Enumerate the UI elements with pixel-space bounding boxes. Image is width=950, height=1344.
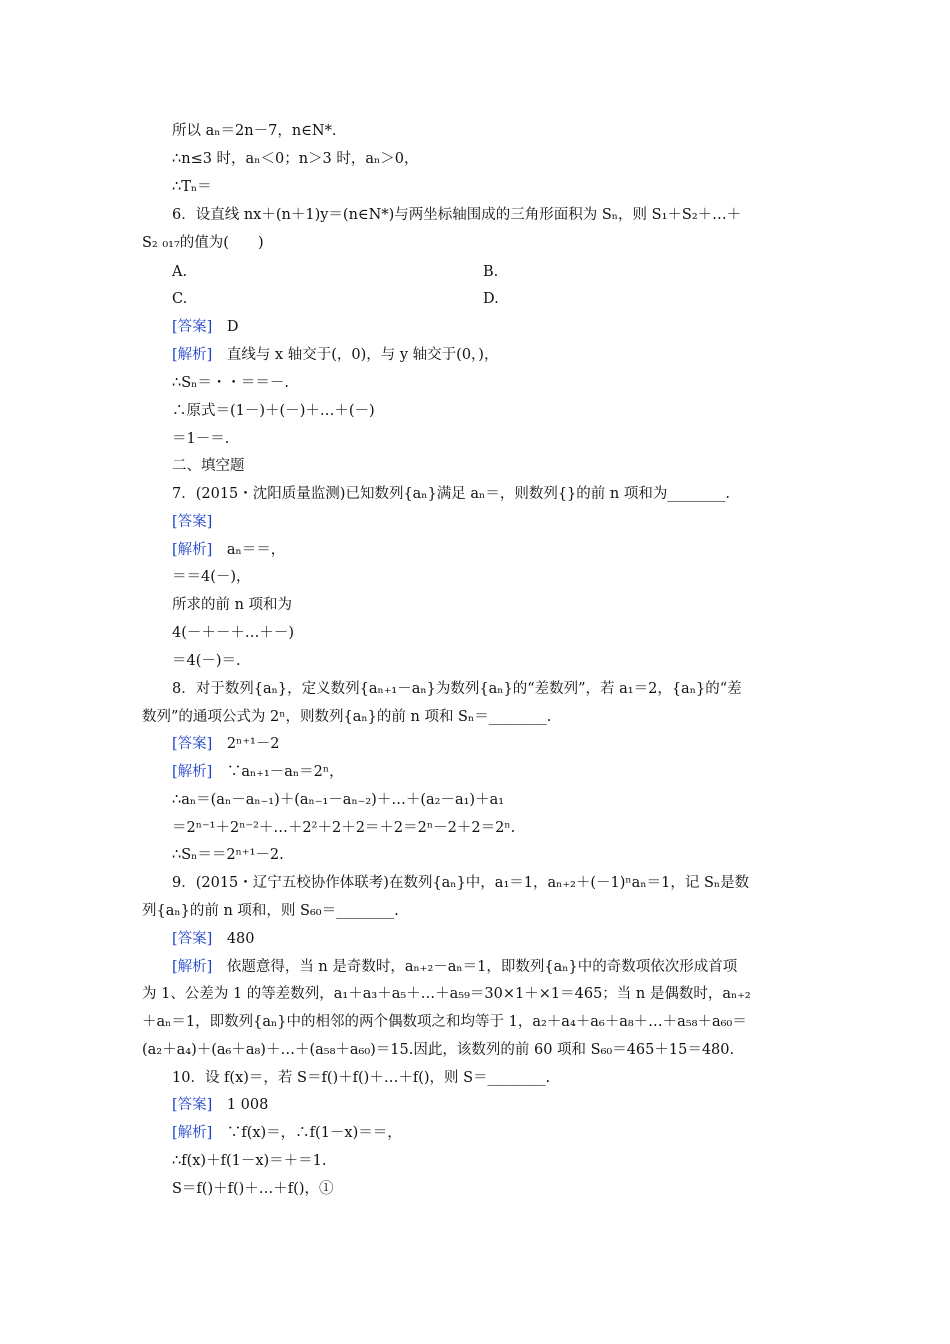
text-line: [0, 651, 950, 671]
text-line: [0, 1123, 950, 1143]
line-text: ∴f(x)＋f(1－x)＝＋＝1.: [172, 1153, 327, 1169]
line-text: ＝4(－)＝.: [172, 653, 241, 669]
text-line: [0, 984, 950, 1004]
text-line: [0, 1068, 950, 1088]
line-text: 8．对于数列{aₙ}，定义数列{aₙ₊₁－aₙ}为数列{aₙ}的“差数列”，若 a₁＝2，{aₙ}的“差: [172, 681, 742, 697]
text-line: [0, 679, 950, 699]
option-label: B.: [483, 264, 499, 280]
text-line: [0, 707, 950, 727]
answer-tag: [答案]: [172, 1097, 213, 1113]
text-line: [0, 540, 950, 560]
line-text: D: [212, 319, 239, 335]
text-line: [0, 762, 950, 782]
line-text: 2ⁿ⁺¹－2: [212, 736, 280, 752]
text-line: [0, 262, 950, 282]
line-text: 480: [212, 931, 255, 947]
text-line: [0, 373, 950, 393]
text-line: [0, 1040, 950, 1060]
line-text: 10．设 f(x)＝，若 S＝f()＋f()＋…＋f()，则 S＝________.: [172, 1070, 551, 1086]
answer-tag: [答案]: [172, 514, 213, 530]
line-text: 7．(2015・沈阳质量监测)已知数列{aₙ}满足 aₙ＝，则数列{}的前 n 项和为________.: [172, 486, 730, 502]
text-line: [0, 484, 950, 504]
text-line: [0, 345, 950, 365]
text-line: [0, 873, 950, 893]
line-text: 所求的前 n 项和为: [172, 597, 293, 613]
line-text: ＝2ⁿ⁻¹＋2ⁿ⁻²＋…＋2²＋2＋2＝＋2＝2ⁿ－2＋2＝2ⁿ.: [172, 820, 516, 836]
line-text: 1 008: [212, 1097, 269, 1113]
line-text: A.: [172, 264, 188, 280]
line-text: ＝1－＝.: [172, 431, 230, 447]
text-line: [0, 121, 950, 141]
text-line: [0, 567, 950, 587]
line-text: 依题意得，当 n 是奇数时，aₙ₊₂－aₙ＝1，即数列{aₙ}中的奇数项依次形成首项: [212, 959, 738, 975]
option-label: D.: [483, 291, 499, 307]
line-text: 6．设直线 nx＋(n＋1)y＝(n∈N*)与两坐标轴围成的三角形面积为 Sₙ，则 S₁＋S₂＋…＋: [172, 207, 742, 223]
line-text: 二、填空题: [172, 458, 245, 474]
analysis-tag: [解析]: [172, 764, 213, 780]
text-line: [0, 901, 950, 921]
line-text: ∴Tₙ＝: [172, 179, 212, 195]
text-line: [0, 845, 950, 865]
line-text: (a₂＋a₄)＋(a₆＋a₈)＋…＋(a₅₈＋a₆₀)＝15.因此，该数列的前 60 项和 S₆₀＝465＋15＝480.: [142, 1042, 735, 1058]
text-line: [0, 401, 950, 421]
line-text: ＝＝4(－)，: [172, 569, 251, 585]
text-line: [0, 1179, 950, 1199]
analysis-tag: [解析]: [172, 1125, 213, 1141]
text-line: [0, 929, 950, 949]
text-line: [0, 818, 950, 838]
analysis-tag: [解析]: [172, 959, 213, 975]
line-text: ∴n≤3 时，aₙ＜0；n＞3 时，aₙ＞0，: [172, 151, 419, 167]
line-text: ＋aₙ＝1，即数列{aₙ}中的相邻的两个偶数项之和均等于 1，a₂＋a₄＋a₆＋a₈＋…＋a₅₈＋a₆₀＝: [142, 1014, 747, 1030]
line-text: S＝f()＋f()＋…＋f()，①: [172, 1181, 334, 1197]
text-line: [0, 595, 950, 615]
text-line: [0, 317, 950, 337]
line-text: ∴aₙ＝(aₙ－aₙ₋₁)＋(aₙ₋₁－aₙ₋₂)＋…＋(a₂－a₁)＋a₁: [172, 792, 505, 808]
line-text: aₙ＝＝，: [212, 542, 286, 558]
text-line: [0, 512, 950, 532]
line-text: C.: [172, 291, 188, 307]
analysis-tag: [解析]: [172, 542, 213, 558]
line-text: ∴Sₙ＝・・＝＝－.: [172, 375, 290, 391]
line-text: 数列”的通项公式为 2ⁿ，则数列{aₙ}的前 n 项和 Sₙ＝________.: [142, 709, 552, 725]
analysis-tag: [解析]: [172, 347, 213, 363]
line-text: S₂ ₀₁₇的值为( ): [142, 235, 264, 251]
text-line: [0, 1151, 950, 1171]
line-text: 4(－＋－＋…＋－): [172, 625, 295, 641]
text-line: [0, 456, 950, 476]
text-line: [0, 233, 950, 253]
text-line: [0, 1095, 950, 1115]
text-line: [0, 623, 950, 643]
text-line: [0, 790, 950, 810]
text-line: [0, 429, 950, 449]
answer-tag: [答案]: [172, 931, 213, 947]
text-line: [0, 1012, 950, 1032]
line-text: 列{aₙ}的前 n 项和，则 S₆₀＝________.: [142, 903, 399, 919]
line-text: ∵aₙ₊₁－aₙ＝2ⁿ，: [212, 764, 344, 780]
answer-tag: [答案]: [172, 319, 213, 335]
line-text: ∴Sₙ＝＝2ⁿ⁺¹－2.: [172, 847, 284, 863]
text-line: [0, 177, 950, 197]
line-text: 所以 aₙ＝2n－7，n∈N*.: [172, 123, 337, 139]
line-text: 直线与 x 轴交于(，0)，与 y 轴交于(0，)，: [212, 347, 499, 363]
text-line: [0, 149, 950, 169]
answer-tag: [答案]: [172, 736, 213, 752]
line-text: ∵f(x)＝，∴f(1－x)＝＝，: [212, 1125, 402, 1141]
line-text: ∴原式＝(1－)＋(－)＋…＋(－): [172, 403, 375, 419]
text-line: [0, 734, 950, 754]
text-line: [0, 957, 950, 977]
line-text: 为 1、公差为 1 的等差数列，a₁＋a₃＋a₅＋…＋a₅₉＝30×1＋×1＝465；当 n 是偶数时，aₙ₊₂: [142, 986, 751, 1002]
line-text: 9．(2015・辽宁五校协作体联考)在数列{aₙ}中，a₁＝1，aₙ₊₂＋(－1)ⁿaₙ＝1，记 Sₙ是数: [172, 875, 750, 891]
text-line: [0, 289, 950, 309]
text-line: [0, 205, 950, 225]
